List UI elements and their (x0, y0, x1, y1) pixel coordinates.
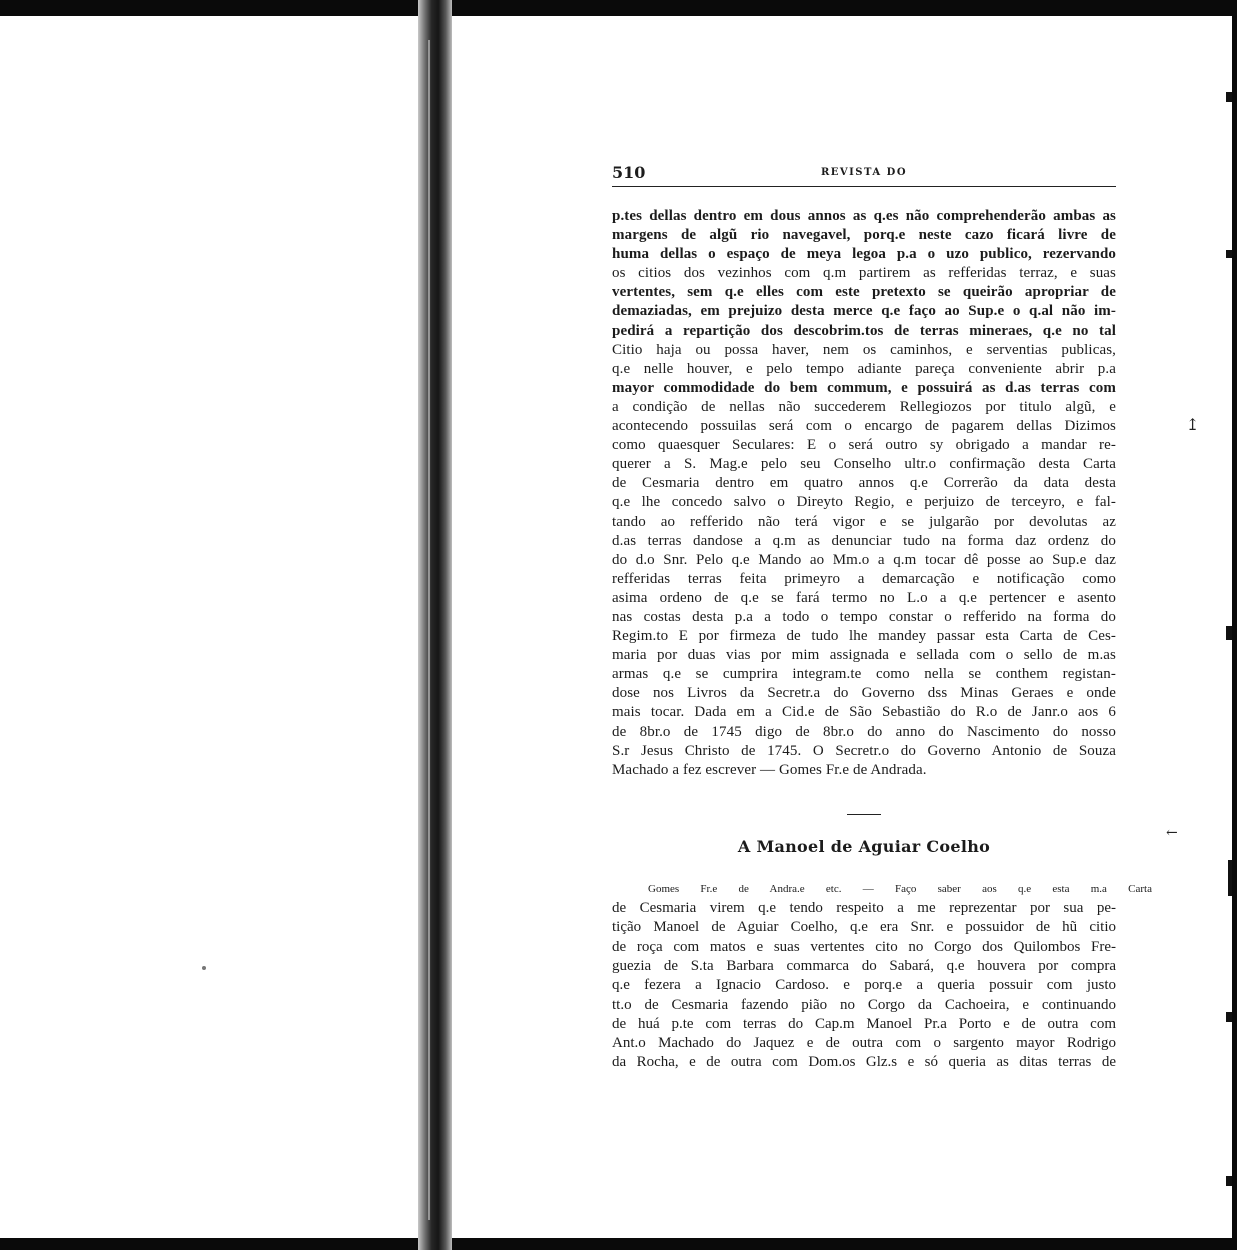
page-edge-mark (1226, 626, 1232, 640)
section-divider (847, 814, 881, 815)
text-line: Regim.to E por firmeza de tudo lhe mandey passar esta Carta de Ces- (612, 628, 1116, 645)
text-line: refferidas terras feita primeyro a demarcação e notificação como (612, 570, 1116, 587)
text-line: guezia de S.ta Barbara commarca do Sabará, q.e houvera por compra (612, 958, 1116, 974)
text-line: pedirá a repartição dos descobrim.tos de terras mineraes, q.e no tal (612, 322, 1116, 339)
book-spine (418, 0, 452, 1250)
text-line: margens de algũ rio navegavel, porq.e neste cazo ficará livre de (612, 227, 1116, 244)
text-line: asima ordeno de q.e se fará termo no L.o a q.e pertencer e asento (612, 589, 1116, 606)
text-line: como quaesquer Seculares: E o será outro sy obrigado a mandar re- (612, 437, 1116, 454)
scan-right-border (1232, 0, 1237, 1250)
text-line: q.e lhe concedo salvo o Direyto Regio, e perjuizo de terceyro, e fal- (612, 494, 1116, 511)
text-line: maria por duas vias por mim assignada e sellada com o sello de m.as (612, 647, 1116, 664)
page-edge-mark (1226, 1012, 1232, 1022)
page-number: 510 (612, 163, 646, 182)
text-line: huma dellas o espaço de meya legoa p.a o uzo publico, rezervando (612, 246, 1116, 263)
body-paragraph (612, 207, 1116, 780)
spine-highlight (428, 40, 430, 1220)
text-line: demaziadas, em prejuizo desta merce q.e faço ao Sup.e o q.al não im- (612, 303, 1116, 320)
text-line: da Rocha, e de outra com Dom.os Glz.s e só queria as ditas terras de (612, 1054, 1116, 1071)
text-line: dose nos Livros da Secretr.a do Governo dss Minas Geraes e onde (612, 685, 1116, 702)
text-line: de 8br.o de 1745 digo de 8br.o do anno do Nascimento do nosso (612, 723, 1116, 740)
text-line: Ant.o Machado do Jaquez e de outra com o sargento mayor Rodrigo (612, 1035, 1116, 1052)
text-line: tt.o de Cesmaria fazendo pião no Corgo da Cachoeira, e continuando (612, 996, 1116, 1013)
text-line: tando ao refferido não terá vigor e se julgarão por devolutas az (612, 513, 1116, 530)
text-line: do d.o Snr. Pelo q.e Mando ao Mm.o a q.m tocar dê posse ao Sup.e daz (612, 551, 1116, 568)
text-line: tição Manoel de Aguiar Coelho, q.e era Snr. e possuidor de hũ citio (612, 919, 1116, 936)
blank-page-speck (202, 966, 206, 970)
text-line: q.e nelle houver, e pelo tempo adiante pareça conveniente abrir p.a (612, 360, 1116, 377)
journal-title: REVISTA DO (820, 167, 908, 178)
text-line: vertentes, sem q.e elles com este pretexto se queirão apropriar de (612, 284, 1116, 301)
text-line: nas costas desta p.a a todo o tempo constar o refferido na forma do (612, 608, 1116, 625)
page-edge-mark (1226, 1176, 1232, 1186)
text-line: mayor commodidade do bem commum, e possuirá as d.as terras com (612, 379, 1116, 396)
running-head (612, 164, 1116, 187)
section-paragraph (612, 880, 1152, 1073)
text-page (612, 163, 1152, 1073)
text-line: d.as terras dandose a q.m as denunciar tudo na forma daz ordenz do (612, 532, 1116, 549)
text-line: Gomes Fr.e de Andra.e etc. — Faço saber aos q.e esta m.a Carta (648, 882, 1152, 895)
text-line: Citio haja ou possa haver, nem os caminhos, e serventias publicas, (612, 341, 1116, 358)
margin-ink-speck: ← (1166, 825, 1178, 841)
text-line: os citios dos vezinhos com q.m partirem as refferidas terraz, e suas (612, 265, 1116, 282)
text-line: de Cesmaria dentro em quatro annos q.e Correrão da data desta (612, 475, 1116, 492)
text-line: S.r Jesus Christo de 1745. O Secretr.o do Governo Antonio de Souza (612, 742, 1116, 759)
text-line: acontecendo possuilas será com o encargo de pagarem dellas Dizimos (612, 418, 1116, 435)
text-line: armas q.e se cumprira integram.te como nella se conthem registan- (612, 666, 1116, 683)
text-line: mais tocar. Dada em a Cid.e de São Sebastião do R.o de Janr.o aos 6 (612, 704, 1116, 721)
margin-ink-speck: ↥ (1186, 415, 1200, 434)
text-line: de roça com matos e suas vertentes cito no Corgo dos Quilombos Fre- (612, 938, 1116, 955)
page-edge-mark (1228, 860, 1232, 896)
text-line: Machado a fez escrever — Gomes Fr.e de Andrada. (612, 761, 927, 778)
scan-bottom-border (0, 1238, 1237, 1250)
scan-top-border (0, 0, 1237, 16)
text-line: a condição de nellas não succederem Rellegiozos por titulo algũ, e (612, 398, 1116, 415)
text-line: p.tes dellas dentro em dous annos as q.es não comprehenderão ambas as (612, 208, 1116, 224)
text-line: q.e fezera a Ignacio Cardoso. e porq.e a queria possuir com justo (612, 977, 1116, 994)
text-line: querer a S. Mag.e pelo seu Conselho ultr.o confirmação desta Carta (612, 456, 1116, 473)
text-line: de Cesmaria virem q.e tendo respeito a me reprezentar por sua pe- (612, 900, 1116, 917)
text-line: de huá p.te com terras do Cap.m Manoel Pr.a Porto e de outra com (612, 1015, 1116, 1032)
page-edge-mark (1226, 250, 1232, 258)
page-edge-mark (1226, 92, 1232, 102)
section-heading: A Manoel de Aguiar Coelho (737, 836, 991, 856)
